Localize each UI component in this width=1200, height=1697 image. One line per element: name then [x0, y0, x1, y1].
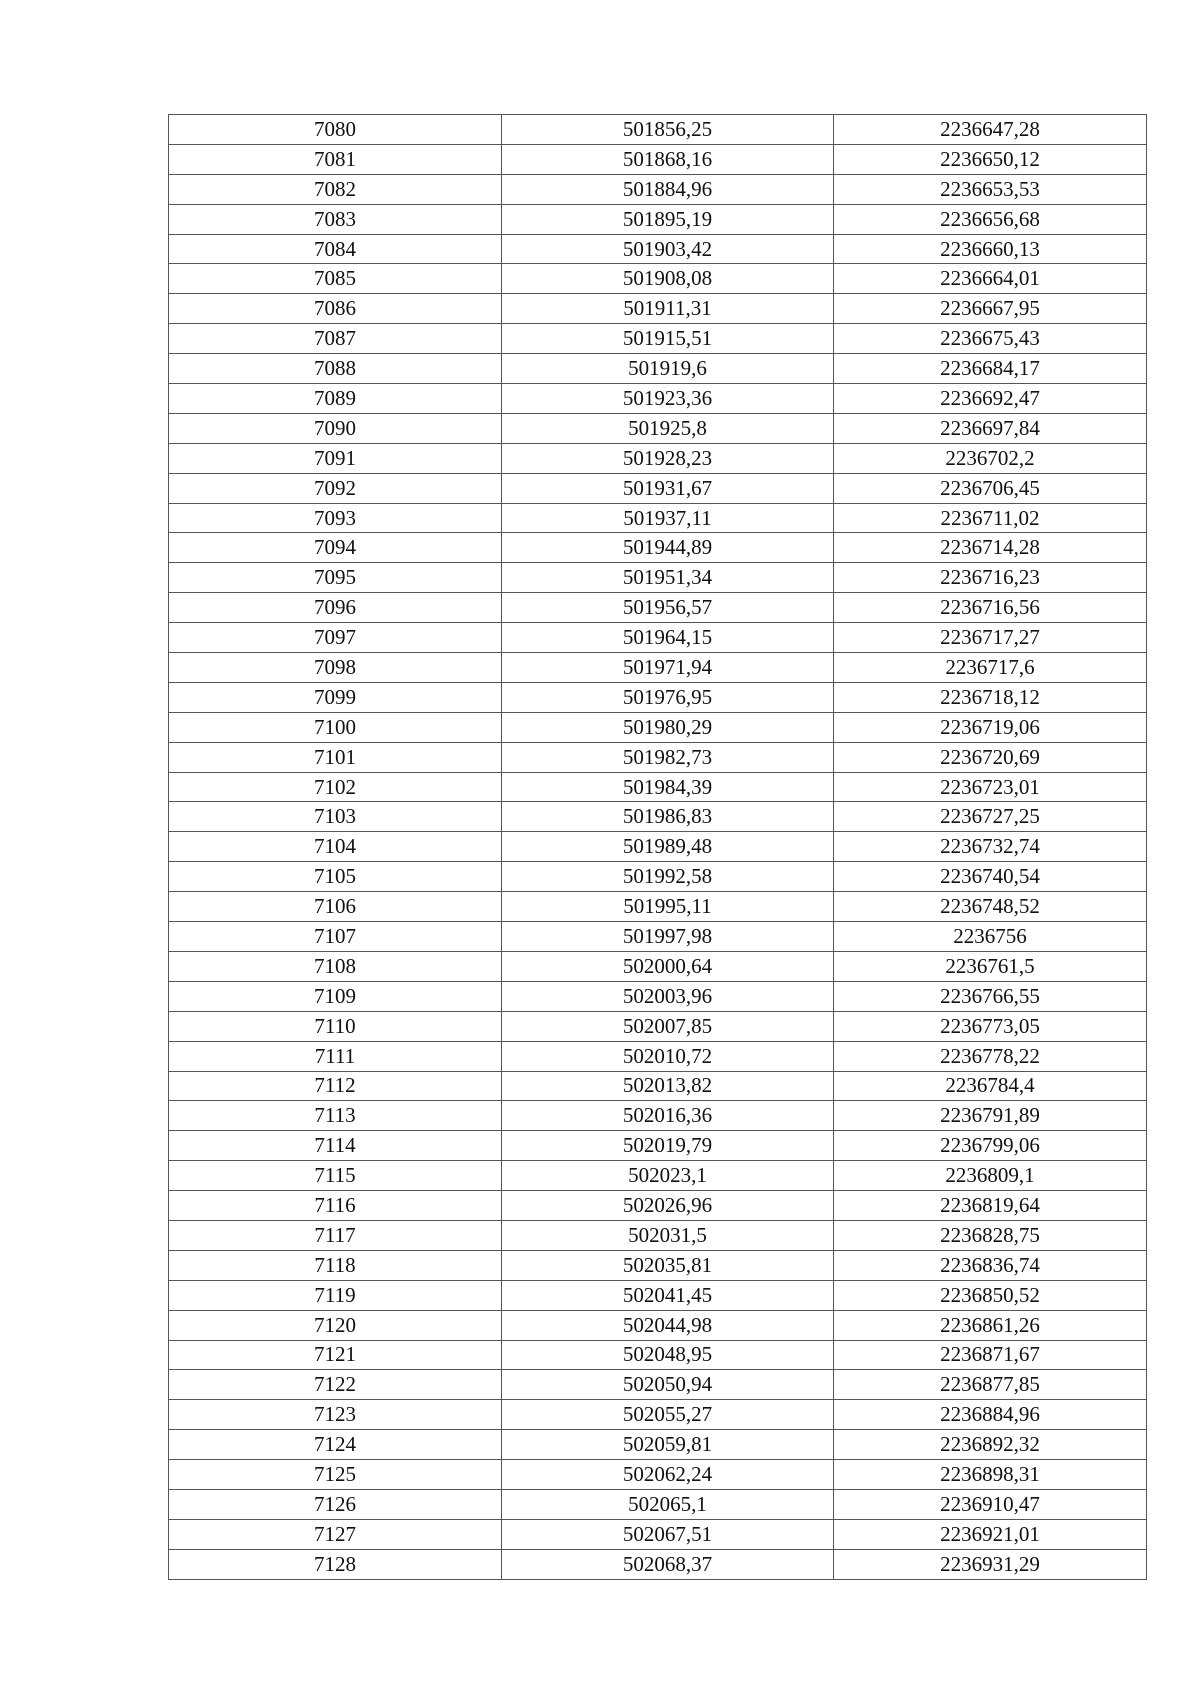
x-coordinate-cell: 502035,81: [502, 1250, 834, 1280]
point-number-cell: 7099: [169, 682, 502, 712]
table-row: [169, 1400, 1147, 1430]
y-coordinate-cell: 2236791,89: [834, 1101, 1147, 1131]
x-coordinate-cell: 501915,51: [502, 324, 834, 354]
table-row: [169, 1101, 1147, 1131]
x-coordinate-cell: 502044,98: [502, 1310, 834, 1340]
table-row: [169, 1460, 1147, 1490]
y-coordinate-cell: 2236809,1: [834, 1161, 1147, 1191]
point-number-cell: 7098: [169, 653, 502, 683]
table-row: [169, 1310, 1147, 1340]
y-coordinate-cell: 2236656,68: [834, 204, 1147, 234]
table-row: [169, 1250, 1147, 1280]
y-coordinate-cell: 2236819,64: [834, 1191, 1147, 1221]
point-number-cell: 7081: [169, 144, 502, 174]
x-coordinate-cell: 502019,79: [502, 1131, 834, 1161]
x-coordinate-cell: 501931,67: [502, 473, 834, 503]
y-coordinate-cell: 2236647,28: [834, 115, 1147, 145]
point-number-cell: 7107: [169, 922, 502, 952]
y-coordinate-cell: 2236921,01: [834, 1519, 1147, 1549]
y-coordinate-cell: 2236664,01: [834, 264, 1147, 294]
x-coordinate-cell: 501986,83: [502, 802, 834, 832]
x-coordinate-cell: 501919,6: [502, 354, 834, 384]
table-row: [169, 981, 1147, 1011]
y-coordinate-cell: 2236692,47: [834, 384, 1147, 414]
x-coordinate-cell: 501982,73: [502, 742, 834, 772]
x-coordinate-cell: 501895,19: [502, 204, 834, 234]
x-coordinate-cell: 502067,51: [502, 1519, 834, 1549]
point-number-cell: 7090: [169, 413, 502, 443]
y-coordinate-cell: 2236861,26: [834, 1310, 1147, 1340]
point-number-cell: 7111: [169, 1041, 502, 1071]
point-number-cell: 7088: [169, 354, 502, 384]
table-row: [169, 1131, 1147, 1161]
table-row: [169, 144, 1147, 174]
table-row: [169, 1191, 1147, 1221]
x-coordinate-cell: 501944,89: [502, 533, 834, 563]
table-row: [169, 742, 1147, 772]
point-number-cell: 7085: [169, 264, 502, 294]
y-coordinate-cell: 2236773,05: [834, 1011, 1147, 1041]
table-row: [169, 324, 1147, 354]
y-coordinate-cell: 2236931,29: [834, 1549, 1147, 1579]
x-coordinate-cell: 501964,15: [502, 623, 834, 653]
table-row: [169, 1011, 1147, 1041]
table-row: [169, 593, 1147, 623]
table-row: [169, 623, 1147, 653]
y-coordinate-cell: 2236740,54: [834, 862, 1147, 892]
point-number-cell: 7103: [169, 802, 502, 832]
y-coordinate-cell: 2236717,6: [834, 653, 1147, 683]
point-number-cell: 7092: [169, 473, 502, 503]
y-coordinate-cell: 2236702,2: [834, 443, 1147, 473]
coordinates-table: [168, 114, 1147, 1580]
point-number-cell: 7093: [169, 503, 502, 533]
point-number-cell: 7120: [169, 1310, 502, 1340]
table-row: [169, 802, 1147, 832]
x-coordinate-cell: 501951,34: [502, 563, 834, 593]
y-coordinate-cell: 2236711,02: [834, 503, 1147, 533]
point-number-cell: 7114: [169, 1131, 502, 1161]
x-coordinate-cell: 502007,85: [502, 1011, 834, 1041]
table-row: [169, 1549, 1147, 1579]
point-number-cell: 7127: [169, 1519, 502, 1549]
y-coordinate-cell: 2236716,23: [834, 563, 1147, 593]
point-number-cell: 7119: [169, 1280, 502, 1310]
x-coordinate-cell: 501908,08: [502, 264, 834, 294]
point-number-cell: 7117: [169, 1220, 502, 1250]
point-number-cell: 7100: [169, 712, 502, 742]
y-coordinate-cell: 2236884,96: [834, 1400, 1147, 1430]
table-row: [169, 1161, 1147, 1191]
table-row: [169, 354, 1147, 384]
x-coordinate-cell: 501976,95: [502, 682, 834, 712]
y-coordinate-cell: 2236898,31: [834, 1460, 1147, 1490]
x-coordinate-cell: 501903,42: [502, 234, 834, 264]
y-coordinate-cell: 2236718,12: [834, 682, 1147, 712]
point-number-cell: 7084: [169, 234, 502, 264]
table-row: [169, 115, 1147, 145]
y-coordinate-cell: 2236850,52: [834, 1280, 1147, 1310]
x-coordinate-cell: 502068,37: [502, 1549, 834, 1579]
point-number-cell: 7125: [169, 1460, 502, 1490]
y-coordinate-cell: 2236675,43: [834, 324, 1147, 354]
y-coordinate-cell: 2236799,06: [834, 1131, 1147, 1161]
table-row: [169, 1220, 1147, 1250]
point-number-cell: 7086: [169, 294, 502, 324]
y-coordinate-cell: 2236761,5: [834, 951, 1147, 981]
x-coordinate-cell: 501923,36: [502, 384, 834, 414]
x-coordinate-cell: 502016,36: [502, 1101, 834, 1131]
x-coordinate-cell: 501856,25: [502, 115, 834, 145]
table-row: [169, 712, 1147, 742]
x-coordinate-cell: 502055,27: [502, 1400, 834, 1430]
x-coordinate-cell: 502013,82: [502, 1071, 834, 1101]
point-number-cell: 7108: [169, 951, 502, 981]
point-number-cell: 7094: [169, 533, 502, 563]
table-row: [169, 264, 1147, 294]
point-number-cell: 7124: [169, 1430, 502, 1460]
table-row: [169, 294, 1147, 324]
point-number-cell: 7118: [169, 1250, 502, 1280]
y-coordinate-cell: 2236784,4: [834, 1071, 1147, 1101]
y-coordinate-cell: 2236756: [834, 922, 1147, 952]
y-coordinate-cell: 2236723,01: [834, 772, 1147, 802]
y-coordinate-cell: 2236719,06: [834, 712, 1147, 742]
point-number-cell: 7113: [169, 1101, 502, 1131]
point-number-cell: 7105: [169, 862, 502, 892]
y-coordinate-cell: 2236653,53: [834, 174, 1147, 204]
table-row: [169, 1489, 1147, 1519]
y-coordinate-cell: 2236877,85: [834, 1370, 1147, 1400]
point-number-cell: 7091: [169, 443, 502, 473]
table-row: [169, 1430, 1147, 1460]
y-coordinate-cell: 2236706,45: [834, 473, 1147, 503]
x-coordinate-cell: 501995,11: [502, 892, 834, 922]
point-number-cell: 7106: [169, 892, 502, 922]
x-coordinate-cell: 501984,39: [502, 772, 834, 802]
y-coordinate-cell: 2236871,67: [834, 1340, 1147, 1370]
x-coordinate-cell: 501971,94: [502, 653, 834, 683]
x-coordinate-cell: 501992,58: [502, 862, 834, 892]
point-number-cell: 7097: [169, 623, 502, 653]
point-number-cell: 7089: [169, 384, 502, 414]
table-row: [169, 1370, 1147, 1400]
point-number-cell: 7101: [169, 742, 502, 772]
x-coordinate-cell: 502048,95: [502, 1340, 834, 1370]
table-row: [169, 234, 1147, 264]
point-number-cell: 7123: [169, 1400, 502, 1430]
point-number-cell: 7121: [169, 1340, 502, 1370]
x-coordinate-cell: 501980,29: [502, 712, 834, 742]
y-coordinate-cell: 2236732,74: [834, 832, 1147, 862]
x-coordinate-cell: 501884,96: [502, 174, 834, 204]
point-number-cell: 7102: [169, 772, 502, 802]
x-coordinate-cell: 502062,24: [502, 1460, 834, 1490]
table-row: [169, 473, 1147, 503]
table-row: [169, 862, 1147, 892]
table-row: [169, 832, 1147, 862]
table-row: [169, 892, 1147, 922]
point-number-cell: 7126: [169, 1489, 502, 1519]
y-coordinate-cell: 2236910,47: [834, 1489, 1147, 1519]
x-coordinate-cell: 501868,16: [502, 144, 834, 174]
table-row: [169, 653, 1147, 683]
point-number-cell: 7096: [169, 593, 502, 623]
table-row: [169, 174, 1147, 204]
x-coordinate-cell: 502059,81: [502, 1430, 834, 1460]
x-coordinate-cell: 502050,94: [502, 1370, 834, 1400]
x-coordinate-cell: 502031,5: [502, 1220, 834, 1250]
table-row: [169, 1041, 1147, 1071]
y-coordinate-cell: 2236660,13: [834, 234, 1147, 264]
point-number-cell: 7112: [169, 1071, 502, 1101]
table-row: [169, 1340, 1147, 1370]
point-number-cell: 7104: [169, 832, 502, 862]
x-coordinate-cell: 502000,64: [502, 951, 834, 981]
point-number-cell: 7122: [169, 1370, 502, 1400]
table-row: [169, 1280, 1147, 1310]
x-coordinate-cell: 502041,45: [502, 1280, 834, 1310]
y-coordinate-cell: 2236766,55: [834, 981, 1147, 1011]
table-row: [169, 1071, 1147, 1101]
point-number-cell: 7087: [169, 324, 502, 354]
point-number-cell: 7128: [169, 1549, 502, 1579]
point-number-cell: 7116: [169, 1191, 502, 1221]
y-coordinate-cell: 2236748,52: [834, 892, 1147, 922]
y-coordinate-cell: 2236667,95: [834, 294, 1147, 324]
y-coordinate-cell: 2236684,17: [834, 354, 1147, 384]
x-coordinate-cell: 502023,1: [502, 1161, 834, 1191]
x-coordinate-cell: 502065,1: [502, 1489, 834, 1519]
y-coordinate-cell: 2236727,25: [834, 802, 1147, 832]
point-number-cell: 7109: [169, 981, 502, 1011]
y-coordinate-cell: 2236828,75: [834, 1220, 1147, 1250]
table-row: [169, 443, 1147, 473]
table-row: [169, 533, 1147, 563]
x-coordinate-cell: 501997,98: [502, 922, 834, 952]
y-coordinate-cell: 2236892,32: [834, 1430, 1147, 1460]
y-coordinate-cell: 2236717,27: [834, 623, 1147, 653]
y-coordinate-cell: 2236716,56: [834, 593, 1147, 623]
point-number-cell: 7110: [169, 1011, 502, 1041]
x-coordinate-cell: 502026,96: [502, 1191, 834, 1221]
table-row: [169, 922, 1147, 952]
y-coordinate-cell: 2236697,84: [834, 413, 1147, 443]
table-row: [169, 1519, 1147, 1549]
table-row: [169, 682, 1147, 712]
x-coordinate-cell: 501989,48: [502, 832, 834, 862]
table-row: [169, 204, 1147, 234]
x-coordinate-cell: 501956,57: [502, 593, 834, 623]
point-number-cell: 7082: [169, 174, 502, 204]
x-coordinate-cell: 501911,31: [502, 294, 834, 324]
table-row: [169, 503, 1147, 533]
point-number-cell: 7095: [169, 563, 502, 593]
y-coordinate-cell: 2236714,28: [834, 533, 1147, 563]
y-coordinate-cell: 2236778,22: [834, 1041, 1147, 1071]
coordinates-table-body: [169, 115, 1147, 1580]
table-row: [169, 951, 1147, 981]
y-coordinate-cell: 2236650,12: [834, 144, 1147, 174]
x-coordinate-cell: 501925,8: [502, 413, 834, 443]
table-row: [169, 772, 1147, 802]
x-coordinate-cell: 501928,23: [502, 443, 834, 473]
point-number-cell: 7115: [169, 1161, 502, 1191]
point-number-cell: 7080: [169, 115, 502, 145]
y-coordinate-cell: 2236836,74: [834, 1250, 1147, 1280]
table-row: [169, 413, 1147, 443]
x-coordinate-cell: 502010,72: [502, 1041, 834, 1071]
x-coordinate-cell: 502003,96: [502, 981, 834, 1011]
point-number-cell: 7083: [169, 204, 502, 234]
y-coordinate-cell: 2236720,69: [834, 742, 1147, 772]
x-coordinate-cell: 501937,11: [502, 503, 834, 533]
table-row: [169, 384, 1147, 414]
table-row: [169, 563, 1147, 593]
